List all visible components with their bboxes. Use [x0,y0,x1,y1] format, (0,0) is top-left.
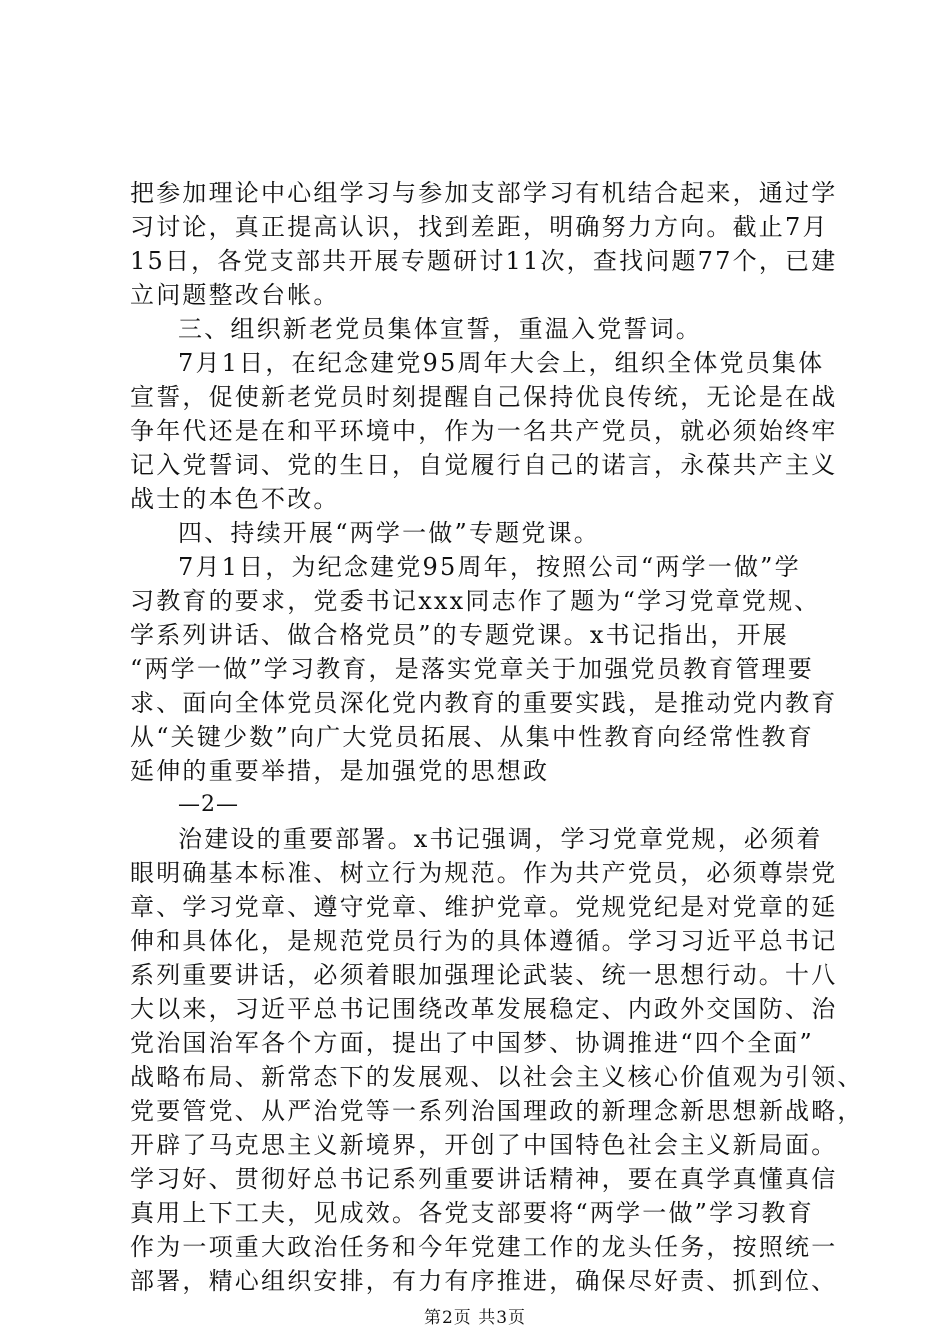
body-text-line: 习讨论，真正提高认识，找到差距，明确努力方向。截止7月 [130,213,829,241]
body-text-line: 求、面向全体党员深化党内教育的重要实践，是推动党内教育 [130,689,838,717]
body-text-line: 7月1日，为纪念建党95周年，按照公司“两学一做”学 [178,553,801,581]
body-text-line: 学习好、贯彻好总书记系列重要讲话精神，要在真学真懂真信 [130,1165,838,1193]
body-text-line: 眼明确基本标准、树立行为规范。作为共产党员，必须尊崇党 [130,859,838,887]
section-heading-four: 四、持续开展“两学一做”专题党课。 [178,519,600,547]
inline-page-marker: —2— [178,792,239,817]
body-text-line: 真用上下工夫，见成效。各党支部要将“两学一做”学习教育 [130,1199,814,1227]
body-text-line: 延伸的重要举措，是加强党的思想政 [130,757,550,785]
body-text-line: 章、学习党章、遵守党章、维护党章。党规党纪是对党章的延 [130,893,838,921]
body-text-line: 从“关键少数”向广大党员拓展、从集中性教育向经常性教育 [130,723,814,751]
body-text-line: 开辟了马克思主义新境界，开创了中国特色社会主义新局面。 [130,1131,838,1159]
body-text-line: 战略布局、新常态下的发展观、以社会主义核心价值观为引领、 [130,1063,864,1091]
body-text-line: 习教育的要求，党委书记xxx同志作了题为“学习党章党规、 [130,587,821,615]
body-text-line: 作为一项重大政治任务和今年党建工作的龙头任务，按照统一 [130,1233,838,1261]
body-text-line: 党治国治军各个方面，提出了中国梦、协调推进“四个全面” [130,1029,814,1057]
body-text-line: 战士的本色不改。 [130,485,340,513]
body-text-line: 党要管党、从严治党等一系列治国理政的新理念新思想新战略， [130,1097,864,1125]
body-text-line: 学系列讲话、做合格党员”的专题党课。x书记指出，开展 [130,621,790,649]
section-heading-three: 三、组织新老党员集体宣誓，重温入党誓词。 [178,315,702,343]
body-text-line: “两学一做”学习教育，是落实党章关于加强党员教育管理要 [130,655,814,683]
body-text-line: 大以来，习近平总书记围绕改革发展稳定、内政外交国防、治 [130,995,838,1023]
body-text-line: 立问题整改台帐。 [130,281,340,309]
body-text-line: 系列重要讲话，必须着眼加强理论武装、统一思想行动。十八 [130,961,838,989]
body-text-line: 把参加理论中心组学习与参加支部学习有机结合起来，通过学 [130,179,838,207]
body-text-line: 治建设的重要部署。x书记强调，学习党章党规，必须着 [178,825,823,853]
body-text-line: 宣誓，促使新老党员时刻提醒自己保持优良传统，无论是在战 [130,383,838,411]
body-text-line: 记入党誓词、党的生日，自觉履行自己的诺言，永葆共产主义 [130,451,838,479]
page-footer: 第2页 共3页 [423,1308,527,1328]
body-text-line: 争年代还是在和平环境中，作为一名共产党员，就必须始终牢 [130,417,838,445]
body-text-line: 15日，各党支部共开展专题研讨11次，查找问题77个，已建 [130,247,838,275]
body-text-line: 部署，精心组织安排，有力有序推进，确保尽好责、抓到位、 [130,1267,838,1295]
body-text-line: 7月1日，在纪念建党95周年大会上，组织全体党员集体 [178,349,825,377]
body-text-line: 伸和具体化，是规范党员行为的具体遵循。学习习近平总书记 [130,927,838,955]
